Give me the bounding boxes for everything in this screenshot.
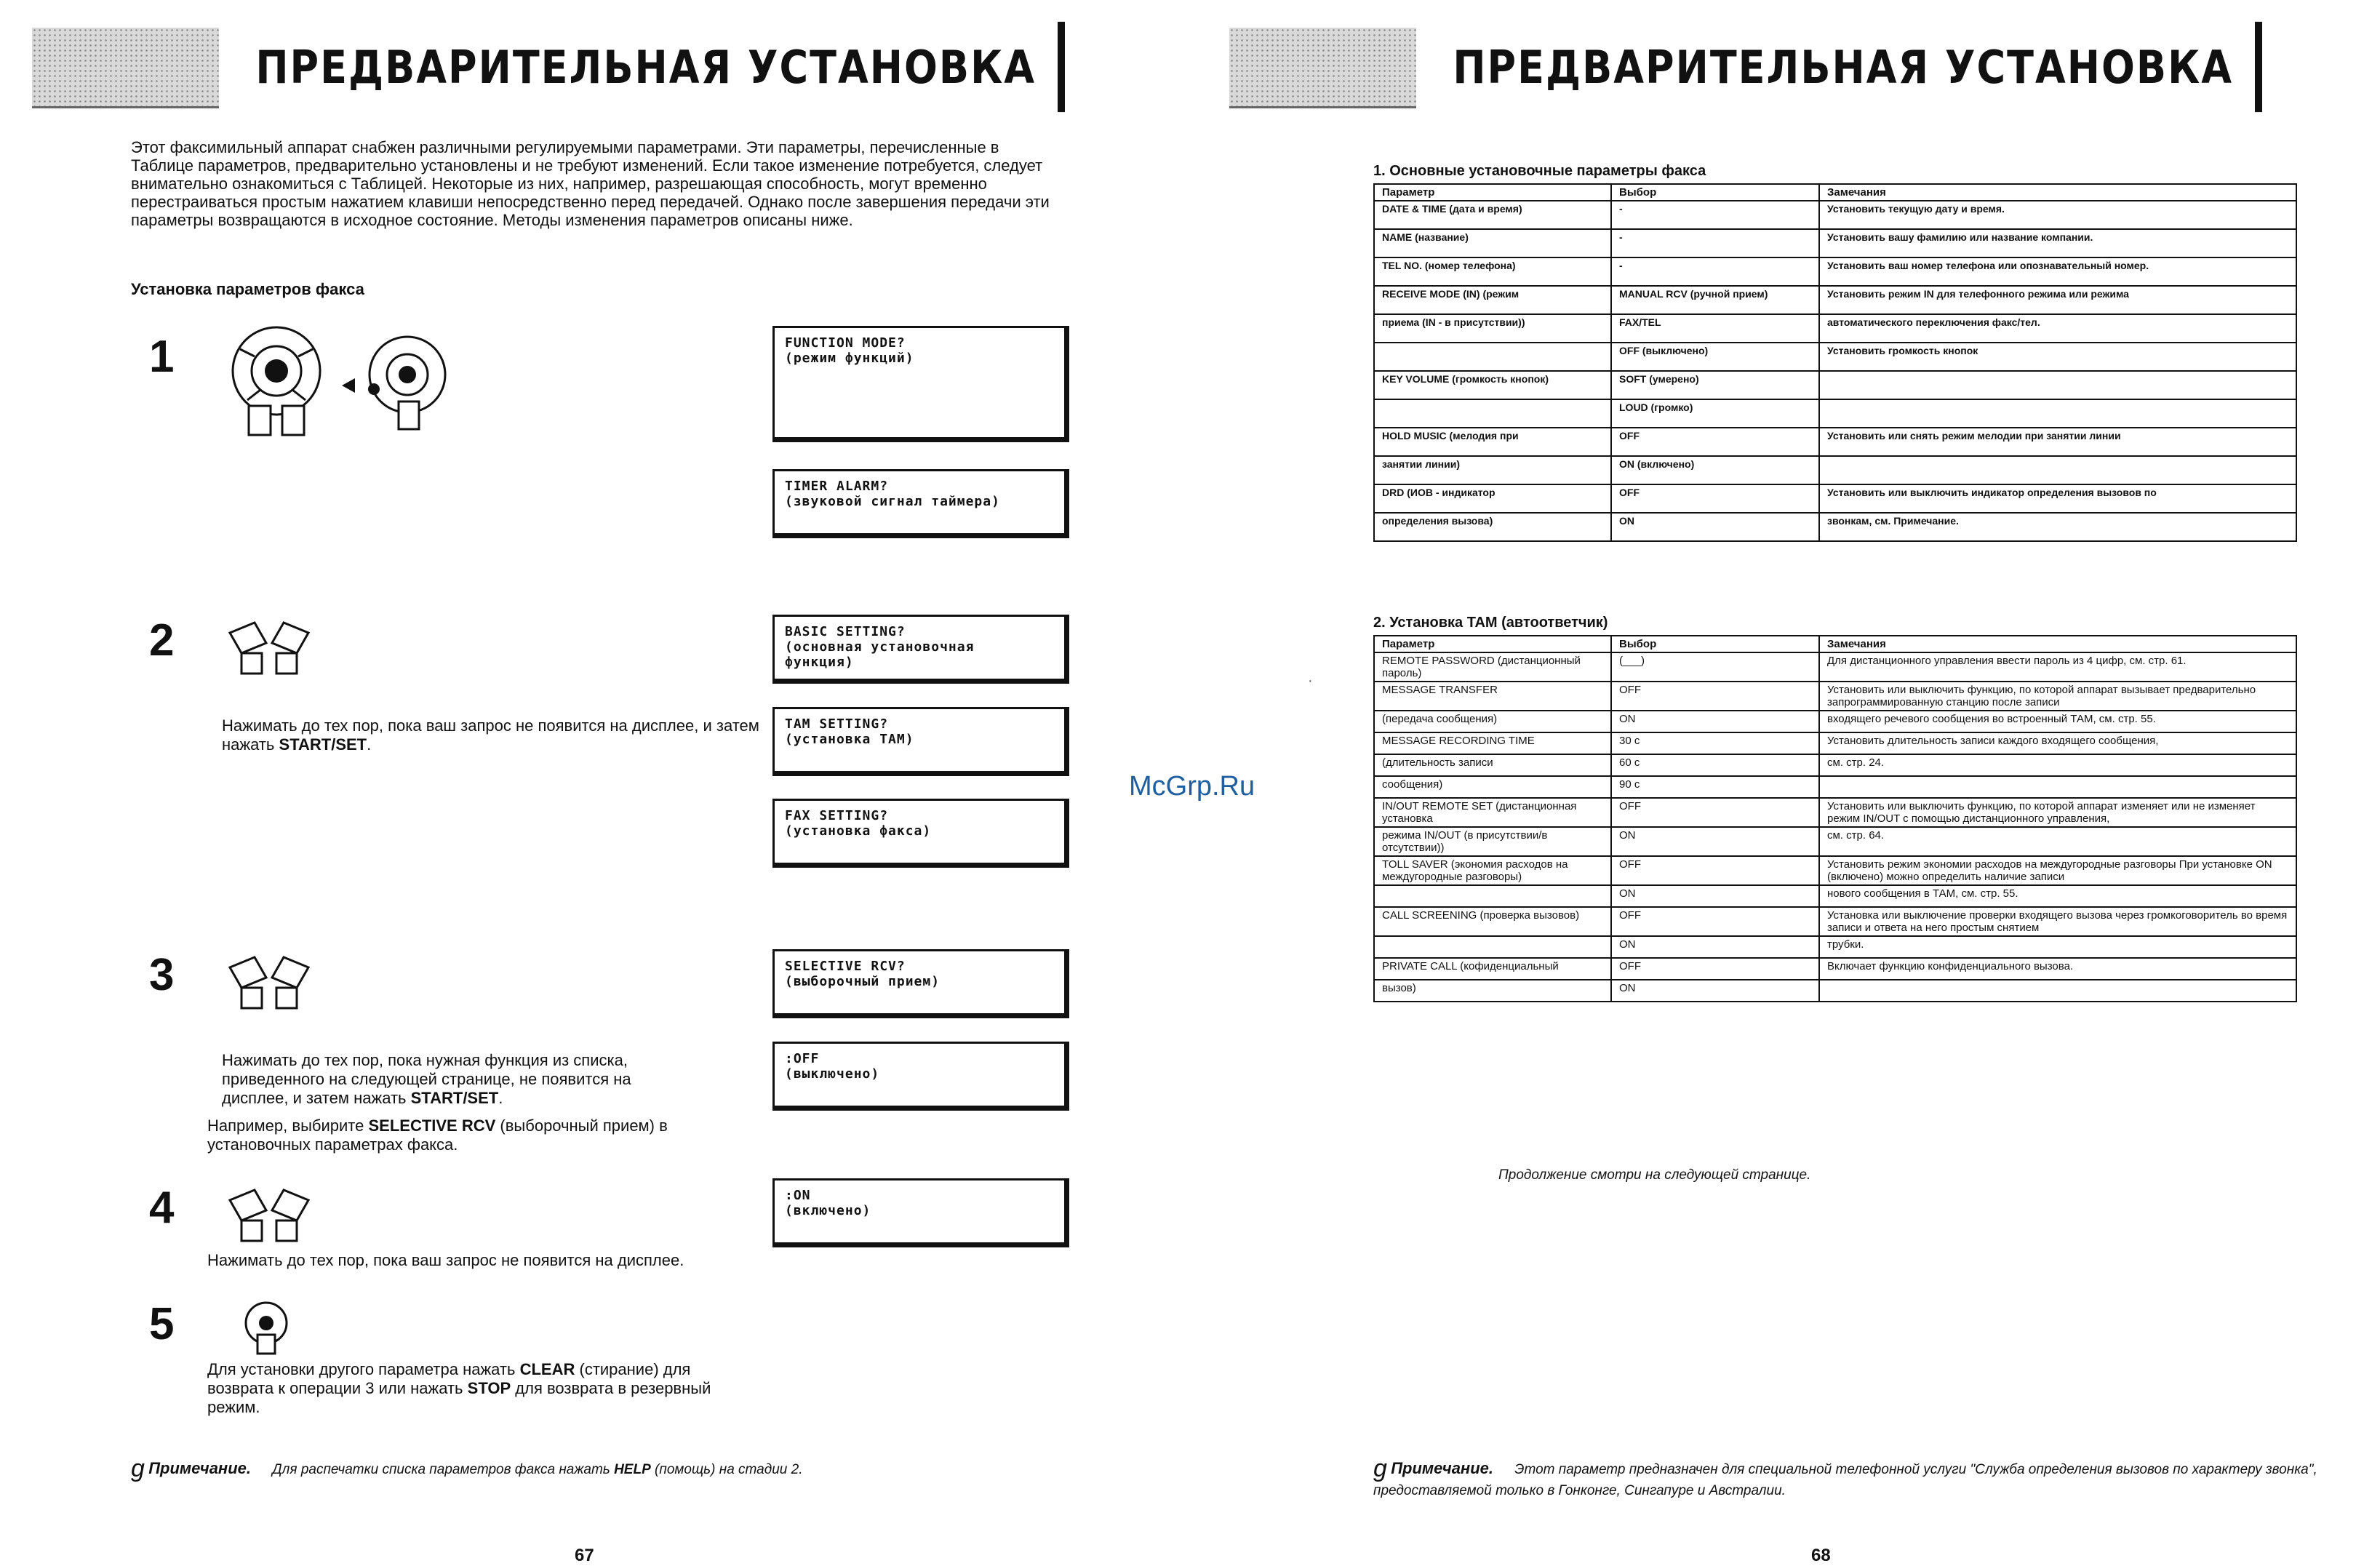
table-row — [1374, 229, 2296, 257]
parameter-cell: HOLD MUSIC (мелодия при — [1374, 428, 1611, 456]
scroll-keys-icon — [225, 953, 313, 1011]
remarks-cell — [1819, 980, 2296, 1002]
table-row — [1374, 776, 2296, 798]
table-row — [1374, 827, 2296, 856]
choice-cell: OFF — [1611, 907, 1819, 936]
step-number: 1 — [149, 332, 175, 382]
remarks-cell: Установить вашу фамилию или название компании. — [1819, 229, 2296, 257]
choice-cell: OFF — [1611, 958, 1819, 980]
page-header-title: ПРЕДВАРИТЕЛЬНАЯ УСТАНОВКА — [1416, 22, 2262, 112]
step-number: 2 — [149, 615, 175, 666]
remarks-cell: звонкам, см. Примечание. — [1819, 513, 2296, 541]
table-row — [1374, 958, 2296, 980]
parameter-cell: DATE & TIME (дата и время) — [1374, 201, 1611, 229]
parameter-cell: TOLL SAVER (экономия расходов на междугородные разговоры) — [1374, 856, 1611, 885]
table-row — [1374, 286, 2296, 314]
remarks-cell: см. стр. 24. — [1819, 754, 2296, 776]
table-row — [1374, 885, 2296, 907]
fax-settings-table — [1373, 183, 2297, 542]
table-row — [1374, 652, 2296, 682]
parameter-cell: вызов) — [1374, 980, 1611, 1002]
table-row — [1374, 936, 2296, 958]
parameter-cell: режима IN/OUT (в присутствии/в отсутствии)) — [1374, 827, 1611, 856]
parameter-cell — [1374, 399, 1611, 428]
step-5-text: Для установки другого параметра нажать CLEAR (стирание) для возврата к операции 3 или нажать STOP для возврата в резервный режим. — [207, 1360, 711, 1416]
choice-cell: ON — [1611, 936, 1819, 958]
remarks-cell: Установить длительность записи каждого входящего сообщения, — [1819, 732, 2296, 754]
parameter-cell — [1374, 885, 1611, 907]
lcd-display: :OFF (выключено) — [772, 1042, 1069, 1111]
column-header: Выбор — [1611, 184, 1819, 201]
section-heading: Установка параметров факса — [131, 280, 364, 298]
choice-cell: - — [1611, 257, 1819, 286]
page-header-band — [1229, 28, 2262, 108]
scroll-keys-icon — [225, 1186, 313, 1244]
table-row — [1374, 754, 2296, 776]
choice-cell: ON — [1611, 980, 1819, 1002]
parameter-cell: IN/OUT REMOTE SET (дистанционная установка — [1374, 798, 1611, 827]
parameter-cell: RECEIVE MODE (IN) (режим — [1374, 286, 1611, 314]
remarks-cell: Установить или снять режим мелодии при занятии линии — [1819, 428, 2296, 456]
keypad-dial-icon — [218, 320, 466, 444]
page-header-band — [32, 28, 1065, 108]
choice-cell: OFF — [1611, 484, 1819, 513]
parameter-cell: TEL NO. (номер телефона) — [1374, 257, 1611, 286]
parameter-cell — [1374, 343, 1611, 371]
table-2-title: 2. Установка TAM (автоответчик) — [1373, 615, 1608, 631]
watermark: McGrp.Ru — [1129, 771, 1255, 802]
remarks-cell — [1819, 399, 2296, 428]
table-row — [1374, 732, 2296, 754]
table-header-row — [1374, 636, 2296, 652]
choice-cell: LOUD (громко) — [1611, 399, 1819, 428]
step-4-text: Нажимать до тех пор, пока ваш запрос не появится на дисплее. — [207, 1251, 684, 1269]
footnote: g Примечание. Для распечатки списка параметров факса нажать HELP (помощь) на стадии 2. — [131, 1455, 803, 1482]
table-row — [1374, 399, 2296, 428]
parameter-cell: определения вызова) — [1374, 513, 1611, 541]
remarks-cell: см. стр. 64. — [1819, 827, 2296, 856]
table-row — [1374, 711, 2296, 732]
lcd-display: FAX SETTING? (установка факса) — [772, 799, 1069, 868]
lcd-display: TAM SETTING? (установка TAM) — [772, 707, 1069, 776]
parameter-cell: NAME (название) — [1374, 229, 1611, 257]
remarks-cell: Установить или выключить индикатор определения вызовов по — [1819, 484, 2296, 513]
remarks-cell: входящего речевого сообщения во встроенный ТАМ, см. стр. 55. — [1819, 711, 2296, 732]
choice-cell: ON (включено) — [1611, 456, 1819, 484]
choice-cell: OFF — [1611, 856, 1819, 885]
choice-cell: 60 с — [1611, 754, 1819, 776]
step-3-text: Нажимать до тех пор, пока нужная функция из списка, приведенного на следующей странице, не появится на дисплее, и затем нажать START/SET. — [222, 1051, 631, 1107]
column-header: Замечания — [1819, 184, 2296, 201]
step-2-text: Нажимать до тех пор, пока ваш запрос не появится на дисплее, и затем нажать START/SET. — [222, 716, 759, 754]
table-row — [1374, 907, 2296, 936]
lcd-display: SELECTIVE RCV? (выборочный прием) — [772, 949, 1069, 1018]
parameter-cell: сообщения) — [1374, 776, 1611, 798]
remarks-cell: Для дистанционного управления ввести пароль из 4 цифр, см. стр. 61. — [1819, 652, 2296, 682]
table-1-title: 1. Основные установочные параметры факса — [1373, 163, 1706, 179]
choice-cell: OFF — [1611, 798, 1819, 827]
choice-cell: SOFT (умерено) — [1611, 371, 1819, 399]
parameter-cell: PRIVATE CALL (кофиденциальный — [1374, 958, 1611, 980]
choice-cell: OFF — [1611, 682, 1819, 711]
table-row — [1374, 201, 2296, 229]
table-header-row — [1374, 184, 2296, 201]
page-header-title: ПРЕДВАРИТЕЛЬНАЯ УСТАНОВКА — [219, 22, 1065, 112]
continuation-note: Продолжение смотри на следующей странице. — [1498, 1167, 1811, 1183]
parameter-cell: MESSAGE RECORDING TIME — [1374, 732, 1611, 754]
choice-cell: 30 с — [1611, 732, 1819, 754]
parameter-cell: DRD (ИОВ - индикатор — [1374, 484, 1611, 513]
choice-cell: OFF (выключено) — [1611, 343, 1819, 371]
tam-settings-table — [1373, 635, 2297, 1002]
table-row — [1374, 257, 2296, 286]
choice-cell: ON — [1611, 711, 1819, 732]
lcd-display: FUNCTION MODE? (режим функций) — [772, 326, 1069, 442]
lcd-display: :ON (включено) — [772, 1178, 1069, 1247]
remarks-cell: нового сообщения в ТАМ, см. стр. 55. — [1819, 885, 2296, 907]
parameter-cell: MESSAGE TRANSFER — [1374, 682, 1611, 711]
remarks-cell: Установить громкость кнопок — [1819, 343, 2296, 371]
footnote: g Примечание. Этот параметр предназначен для специальной телефонной услуги "Служба определения вызовов по характеру звонка", предоставляемой только в Гонконге, Сингапуре и Австралии. — [1373, 1455, 2317, 1498]
table-row — [1374, 513, 2296, 541]
parameter-cell: REMOTE PASSWORD (дистанционный пароль) — [1374, 652, 1611, 682]
remarks-cell — [1819, 371, 2296, 399]
arrow-right-icon — [342, 378, 355, 393]
choice-cell: MANUAL RCV (ручной прием) — [1611, 286, 1819, 314]
parameter-cell: приема (IN - в присутствии)) — [1374, 314, 1611, 343]
table-row — [1374, 428, 2296, 456]
table-row — [1374, 856, 2296, 885]
choice-cell: ON — [1611, 885, 1819, 907]
column-header: Параметр — [1374, 636, 1611, 652]
table-row — [1374, 682, 2296, 711]
remarks-cell: Установить или выключить функцию, по которой аппарат вызывает предварительно запрограммированную станцию после записи — [1819, 682, 2296, 711]
remarks-cell: Установить режим IN для телефонного режима или режима — [1819, 286, 2296, 314]
column-header: Выбор — [1611, 636, 1819, 652]
start-set-button-icon — [240, 1298, 298, 1357]
choice-cell: 90 с — [1611, 776, 1819, 798]
choice-cell: OFF — [1611, 428, 1819, 456]
table-row — [1374, 371, 2296, 399]
table-row — [1374, 798, 2296, 827]
page-number: 68 — [1811, 1546, 1831, 1565]
remarks-cell: Установить текущую дату и время. — [1819, 201, 2296, 229]
remarks-cell: трубки. — [1819, 936, 2296, 958]
parameter-cell: CALL SCREENING (проверка вызовов) — [1374, 907, 1611, 936]
table-row — [1374, 456, 2296, 484]
table-row — [1374, 980, 2296, 1002]
parameter-cell: KEY VOLUME (громкость кнопок) — [1374, 371, 1611, 399]
remarks-cell: автоматического переключения факс/тел. — [1819, 314, 2296, 343]
remarks-cell: Включает функцию конфиденциального вызова. — [1819, 958, 2296, 980]
table-row — [1374, 343, 2296, 371]
choice-cell: FAX/TEL — [1611, 314, 1819, 343]
choice-cell: (___) — [1611, 652, 1819, 682]
choice-cell: ON — [1611, 827, 1819, 856]
parameter-cell — [1374, 936, 1611, 958]
scroll-keys-icon — [225, 618, 313, 676]
choice-cell: - — [1611, 201, 1819, 229]
parameter-cell: занятии линии) — [1374, 456, 1611, 484]
remarks-cell: Установка или выключение проверки входящего вызова через громкоговоритель во время записи и ответа на него простым снятием — [1819, 907, 2296, 936]
step-number: 5 — [149, 1299, 175, 1349]
choice-cell: - — [1611, 229, 1819, 257]
step-3-example: Например, выбирите SELECTIVE RCV (выборочный прием) в установочных параметрах факса. — [207, 1116, 668, 1154]
remarks-cell: Установить или выключить функцию, по которой аппарат изменяет или не изменяет режим IN/OUT с помощью дистанционного управления, — [1819, 798, 2296, 827]
table-row — [1374, 314, 2296, 343]
table-row — [1374, 484, 2296, 513]
step-number: 4 — [149, 1183, 175, 1233]
page-number: 67 — [575, 1546, 594, 1565]
remarks-cell — [1819, 776, 2296, 798]
parameter-cell: (длительность записи — [1374, 754, 1611, 776]
lcd-display: BASIC SETTING? (основная установочная функция) — [772, 615, 1069, 684]
column-header: Параметр — [1374, 184, 1611, 201]
step-number: 3 — [149, 950, 175, 1000]
remarks-cell: Установить ваш номер телефона или опознавательный номер. — [1819, 257, 2296, 286]
choice-cell: ON — [1611, 513, 1819, 541]
column-header: Замечания — [1819, 636, 2296, 652]
remarks-cell — [1819, 456, 2296, 484]
scan-dot: · — [1308, 673, 1313, 689]
lcd-display: TIMER ALARM? (звуковой сигнал таймера) — [772, 469, 1069, 538]
intro-paragraph: Этот факсимильный аппарат снабжен различными регулируемыми параметрами. Эти параметры, перечисленные в Таблице параметров, предварительно установлены и не требуют изменений. Если такое изменение потребуется, следует внимательно ознакомиться с Таблицей. Некоторые из них, например, разрешающая способность, могут временно перестраиваться простым нажатием клавиши непосредственно перед передачей. Однако после завершения передачи эти параметры возвращаются в исходное состояние. Методы изменения параметров описаны ниже. — [131, 138, 1050, 229]
parameter-cell: (передача сообщения) — [1374, 711, 1611, 732]
remarks-cell: Установить режим экономии расходов на междугородные разговоры При установке ON (включено) можно определить наличие записи — [1819, 856, 2296, 885]
